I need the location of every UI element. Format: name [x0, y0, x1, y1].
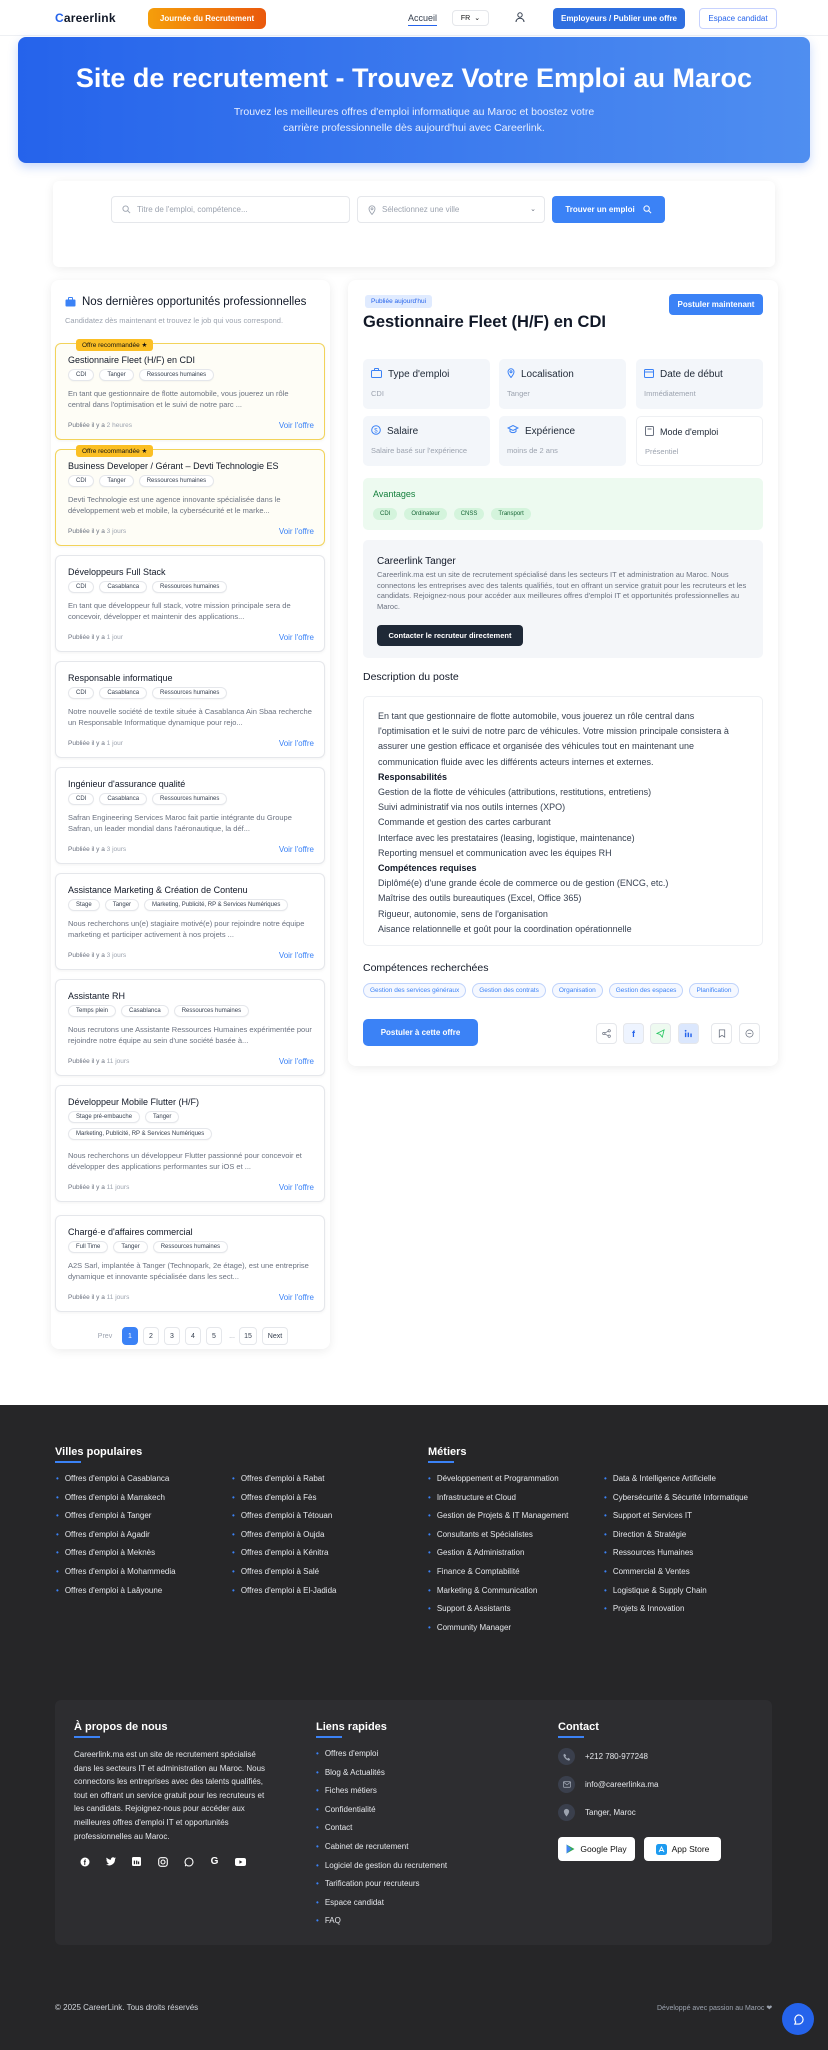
published-time: 1 jour: [106, 740, 123, 747]
phone-icon: [558, 1748, 575, 1765]
footer-link[interactable]: • Offres d'emploi à Kénitra: [232, 1548, 328, 1557]
user-icon[interactable]: [514, 11, 526, 23]
google-play-button[interactable]: [558, 1837, 635, 1861]
recruitment-day-button[interactable]: Journée du Recrutement: [148, 8, 266, 29]
description-line: Rigueur, autonomie, sens de l'organisation: [378, 908, 548, 919]
description-line: Interface avec les prestataires (leasing, logistique, maintenance): [378, 832, 635, 843]
find-job-label: Trouver un emploi: [565, 205, 635, 214]
job-card[interactable]: [55, 1215, 325, 1312]
page-button[interactable]: 4: [185, 1327, 201, 1345]
footer-link[interactable]: • Support et Services IT: [604, 1511, 692, 1520]
about-title: À propos de nous: [74, 1721, 168, 1733]
job-list-title-text: Nos dernières opportunités professionnelles: [82, 296, 307, 308]
footer-link[interactable]: • Offres d'emploi à Casablanca: [56, 1474, 169, 1483]
hero-title: Site de recrutement - Trouvez Votre Emploi au Maroc: [75, 63, 753, 93]
advantage-tag: CNSS: [454, 508, 485, 520]
page-button[interactable]: 1: [122, 1327, 138, 1345]
job-info-box: [363, 359, 490, 409]
briefcase-icon: [371, 368, 382, 381]
footer-link[interactable]: • Espace candidat: [316, 1898, 384, 1907]
published-prefix: Publiée il y a: [68, 1184, 105, 1191]
footer-link[interactable]: • Développement et Programmation: [428, 1474, 559, 1483]
info-label-row: [507, 425, 575, 437]
skills-title: Compétences recherchées: [363, 962, 489, 974]
description-line: Reporting mensuel et communication avec les équipes RH: [378, 847, 612, 858]
twitter-icon[interactable]: [104, 1855, 117, 1868]
job-info-box: [499, 416, 626, 466]
job-card-tags: [68, 1111, 308, 1140]
published-time: 3 jours: [106, 528, 127, 535]
view-offer-link[interactable]: Voir l'offre: [278, 739, 314, 748]
page-button: ...: [229, 1332, 235, 1340]
job-card-published: [68, 952, 126, 959]
job-title-search-input[interactable]: [111, 196, 350, 223]
job-tag: Ressources humaines: [152, 793, 227, 805]
job-list-title: [65, 296, 306, 308]
share-icon[interactable]: [596, 1023, 617, 1044]
job-card-published: [68, 528, 126, 535]
job-tag: CDI: [68, 369, 94, 381]
job-tag: CDI: [68, 687, 94, 699]
location-pin-icon: [368, 205, 376, 215]
facebook-icon[interactable]: f: [623, 1023, 644, 1044]
published-prefix: Publiée il y a: [68, 634, 105, 641]
hero-subtitle: Trouvez les meilleures offres d'emploi informatique au Maroc et boostez votre carrière professionnelle dès aujourd'hui avec Careerlink.: [233, 106, 595, 134]
description-line: communication fluide avec les différents acteurs internes et externes.: [378, 756, 654, 767]
linkedin-icon[interactable]: [130, 1855, 143, 1868]
published-prefix: Publiée il y a: [68, 528, 105, 535]
job-card-title: Développeur Mobile Flutter (H/F): [68, 1097, 200, 1107]
skill-tag: Gestion des services généraux: [363, 983, 466, 998]
job-card-published: [68, 634, 123, 641]
job-card-tags: [68, 687, 308, 699]
job-info-box: [636, 416, 763, 466]
employer-publish-button[interactable]: Employeurs / Publier une offre: [553, 8, 685, 29]
page-button[interactable]: 5: [206, 1327, 222, 1345]
job-card-published: [68, 1058, 129, 1065]
job-card-title: Assistance Marketing & Création de Contenu: [68, 885, 248, 895]
company-name: Careerlink Tanger: [377, 556, 456, 567]
description-subheading: Compétences requises: [378, 863, 477, 873]
svg-text:f: f: [83, 1859, 86, 1867]
info-label-row: [371, 368, 449, 381]
job-card-tags: [68, 475, 308, 487]
job-card-title: Développeurs Full Stack: [68, 567, 166, 577]
published-time: 3 jours: [106, 846, 127, 853]
job-tag: Ressources humaines: [152, 581, 227, 593]
job-card-title: Responsable informatique: [68, 673, 173, 683]
search-panel: [53, 181, 775, 267]
footer-link[interactable]: • FAQ: [316, 1916, 341, 1925]
contact-title: Contact: [558, 1721, 599, 1733]
footer-link[interactable]: • Offres d'emploi à El-Jadida: [232, 1586, 336, 1595]
job-title-placeholder: Titre de l'emploi, compétence...: [137, 205, 248, 214]
info-label: Mode d'emploi: [660, 427, 719, 437]
instagram-icon[interactable]: [156, 1855, 169, 1868]
description-line: assurer une gestion efficace et organisée des véhicules tout en maintenant une: [378, 741, 695, 752]
advantages-box: [363, 478, 763, 530]
job-tag: Ressources humaines: [139, 475, 214, 487]
job-tag: Ressources humaines: [153, 1241, 228, 1253]
view-offer-link[interactable]: Voir l'offre: [278, 421, 314, 430]
app-store-label: App Store: [671, 1844, 710, 1854]
contact-email[interactable]: [558, 1776, 658, 1793]
job-tag: Tanger: [113, 1241, 147, 1253]
footer-link[interactable]: • Commercial & Ventes: [604, 1567, 690, 1576]
job-tag: Tanger: [99, 475, 133, 487]
job-card-published: [68, 740, 123, 747]
skill-tag: Organisation: [552, 983, 603, 998]
nav-home-link[interactable]: Accueil: [408, 13, 437, 26]
published-time: 11 jours: [106, 1294, 130, 1301]
footer-link[interactable]: • Offres d'emploi à Meknès: [56, 1548, 155, 1557]
apply-now-button[interactable]: Postuler maintenant: [669, 294, 763, 315]
city-select[interactable]: [357, 196, 545, 223]
job-card-title: Chargé·e d'affaires commercial: [68, 1227, 193, 1237]
apply-offer-button[interactable]: Postuler à cette offre: [363, 1019, 478, 1046]
job-tag: Temps plein: [68, 1005, 116, 1017]
info-value: moins de 2 ans: [507, 446, 558, 455]
info-value: Présentiel: [645, 447, 679, 456]
job-info-box: [499, 359, 626, 409]
job-card-published: [68, 846, 126, 853]
job-tag: Full Time: [68, 1241, 108, 1253]
job-tag: Ressources humaines: [152, 687, 227, 699]
description-line: En tant que gestionnaire de flotte automobile, vous jouerez un rôle central dans: [378, 711, 695, 721]
job-card[interactable]: [55, 555, 325, 652]
published-prefix: Publiée il y a: [68, 1294, 105, 1301]
description-line: Gestion de la flotte de véhicules (attributions, restitutions, entretiens): [378, 787, 652, 797]
job-tag: CDI: [68, 793, 94, 805]
footer-link[interactable]: • Offres d'emploi à Fès: [232, 1493, 316, 1502]
app-store-icon: [656, 1844, 667, 1855]
linkedin-icon[interactable]: [678, 1023, 699, 1044]
footer-link[interactable]: • Infrastructure et Cloud: [428, 1493, 516, 1502]
job-card-title: Assistante RH: [68, 991, 126, 1001]
description-box: [363, 696, 763, 946]
job-card-description: Nous recrutons une Assistante Ressources Humaines expérimentée pour rejoindre notre équipe au sein d'une société basée à...: [68, 1025, 312, 1045]
address-text: Tanger, Maroc: [585, 1808, 636, 1817]
footer-link[interactable]: • Ressources Humaines: [604, 1548, 693, 1557]
prev-page-button[interactable]: Prev: [97, 1332, 113, 1340]
job-card-published: [68, 1184, 129, 1191]
job-tag: Tanger: [105, 899, 139, 911]
footer-link[interactable]: • Logiciel de gestion du recrutement: [316, 1861, 447, 1870]
advantages-title: Avantages: [373, 489, 416, 499]
published-time: 11 jours: [106, 1058, 130, 1065]
footer-link[interactable]: • Contact: [316, 1823, 352, 1832]
job-card[interactable]: [55, 343, 325, 440]
job-tag: Marketing, Publicité, RP & Services Numériques: [144, 899, 288, 911]
job-card-description: A2S Sarl, implantée à Tanger (Technopark, 2e étage), est une entreprise dynamique et innovante spécialisée dans les sect...: [68, 1261, 309, 1281]
published-time: 1 jour: [106, 634, 123, 641]
job-card-published: [68, 422, 132, 429]
description-line: Maîtrise des outils bureautiques (Excel, Office 365): [378, 893, 582, 904]
search-icon: [643, 205, 652, 214]
view-offer-link[interactable]: Voir l'offre: [278, 951, 314, 960]
view-offer-link[interactable]: Voir l'offre: [278, 1293, 314, 1302]
info-label-row: [644, 368, 723, 381]
info-label-row: [371, 425, 418, 438]
published-prefix: Publiée il y a: [68, 740, 105, 747]
info-value: Immédiatement: [644, 389, 696, 398]
job-card-title: Ingénieur d'assurance qualité: [68, 779, 186, 789]
footer-link[interactable]: • Logistique & Supply Chain: [604, 1586, 707, 1595]
job-tag: Tanger: [145, 1111, 179, 1123]
job-tag: Ressources humaines: [174, 1005, 249, 1017]
published-prefix: Publiée il y a: [68, 422, 105, 429]
location-pin-icon: [558, 1804, 575, 1821]
footer-link[interactable]: • Cabinet de recrutement: [316, 1842, 408, 1851]
job-card[interactable]: [55, 661, 325, 758]
youtube-icon[interactable]: [234, 1855, 247, 1868]
logo[interactable]: Careerlink: [55, 11, 116, 25]
view-offer-link[interactable]: Voir l'offre: [278, 845, 314, 854]
info-label: Salaire: [387, 426, 419, 437]
job-card[interactable]: [55, 767, 325, 864]
search-icon: [122, 205, 131, 214]
info-label: Expérience: [525, 425, 576, 437]
published-time: 2 heures: [106, 422, 132, 429]
job-card-description: En tant que développeur full stack, votre mission principale sera de concevoir, développer et maintenir des applications...: [68, 601, 291, 621]
skills-tags: [363, 983, 739, 998]
quick-links-title: Liens rapides: [316, 1721, 387, 1733]
footer-link[interactable]: • Offres d'emploi à Marrakech: [56, 1493, 165, 1502]
job-card[interactable]: [55, 449, 325, 546]
copyright: © 2025 CareerLink. Tous droits réservés: [55, 2003, 199, 2012]
job-card-tags: [68, 581, 308, 593]
footer-link[interactable]: • Tarification pour recruteurs: [316, 1879, 420, 1888]
advantage-tag: Transport: [491, 508, 530, 520]
language-value: FR: [460, 14, 471, 22]
jobs-categories-title: Métiers: [428, 1446, 467, 1458]
recommended-badge: Offre recommandée ★: [76, 339, 153, 351]
job-card-title: Gestionnaire Fleet (H/F) en CDI: [68, 355, 196, 365]
google-play-label: Google Play: [580, 1844, 627, 1854]
description-line: Suivi administratif via nos outils internes (XPO): [378, 802, 566, 813]
report-icon[interactable]: [739, 1023, 760, 1044]
building-icon: [645, 426, 654, 438]
contact-recruiter-button[interactable]: Contacter le recruteur directement: [377, 625, 523, 646]
description-line: Aisance relationnelle et goût pour la coordination opérationnelle: [378, 923, 632, 934]
contact-phone[interactable]: [558, 1748, 648, 1765]
chevron-down-icon: ⌄: [474, 15, 481, 22]
skill-tag: Planification: [689, 983, 738, 998]
location-pin-icon: [507, 368, 515, 381]
job-card[interactable]: [55, 1085, 325, 1202]
description-line: l'optimisation et le suivi de notre parc de véhicules. Votre mission principale consistera à: [378, 726, 729, 737]
job-info-box: [636, 359, 763, 409]
candidate-space-button[interactable]: Espace candidat: [699, 8, 777, 29]
page-button[interactable]: 2: [143, 1327, 159, 1345]
info-value: Tanger: [507, 389, 530, 398]
published-prefix: Publiée il y a: [68, 952, 105, 959]
advantages-tags: [373, 508, 531, 520]
footer-link[interactable]: • Offres d'emploi à Rabat: [232, 1474, 324, 1483]
published-prefix: Publiée il y a: [68, 1058, 105, 1065]
find-job-button[interactable]: [552, 196, 665, 223]
company-box: [363, 540, 763, 658]
job-card-description: Safran Engineering Services Maroc fait partie intégrante du Groupe Safran, un leader mondial dans l'aéronautique, la déf...: [68, 813, 292, 833]
about-text: Careerlink.ma est un site de recrutement spécialisé dans les secteurs IT et administration au Maroc. Nous connectons les entreprises avec des talents qualifiés, tout en offrant un service gratuit pour les recruteurs et les candidats. Rejoignez-nous pour accéder aux meilleures offres d'emploi IT et opportunités professionnelles au Maroc.: [74, 1750, 266, 1841]
job-card-description: Nous recherchons un développeur Flutter passionné pour concevoir et développer des applications performantes sur iOS et ...: [68, 1151, 302, 1171]
published-prefix: Publiée il y a: [68, 846, 105, 853]
footer-link[interactable]: • Support & Assistants: [428, 1604, 511, 1613]
job-card-tags: [68, 369, 308, 381]
facebook-icon[interactable]: [78, 1855, 91, 1868]
info-value: CDI: [371, 389, 384, 398]
info-label-row: [507, 368, 574, 381]
job-card[interactable]: [55, 873, 325, 970]
calendar-icon: [644, 368, 654, 381]
popular-cities-title: Villes populaires: [55, 1446, 143, 1458]
footer-link[interactable]: • Marketing & Communication: [428, 1586, 537, 1595]
developed-by: Développé avec passion au Maroc ❤: [657, 2005, 773, 2012]
footer-link[interactable]: • Offres d'emploi à Mohammedia: [56, 1567, 176, 1576]
footer-link[interactable]: • Offres d'emploi à Laâyoune: [56, 1586, 162, 1595]
job-card-description: Nous recherchons un(e) stagiaire motivé(e) pour rejoindre notre équipe marketing et participer activement à nos projets ...: [68, 919, 305, 939]
job-card-tags: [68, 793, 308, 805]
next-page-button[interactable]: Next: [262, 1327, 288, 1345]
job-list-subtitle: Candidatez dès maintenant et trouvez le job qui vous correspond.: [65, 316, 284, 325]
chat-icon: [793, 2014, 804, 2025]
top-navbar: [0, 0, 828, 36]
job-card-tags: [68, 1005, 308, 1017]
job-tag: Tanger: [99, 369, 133, 381]
page-button[interactable]: 3: [164, 1327, 180, 1345]
description-title: Description du poste: [363, 671, 459, 683]
email-address: info@careerlinka.ma: [585, 1780, 659, 1789]
skill-tag: Gestion des espaces: [609, 983, 684, 998]
footer-link[interactable]: • Data & Intelligence Artificielle: [604, 1474, 716, 1483]
job-card-tags: [68, 1241, 308, 1253]
chevron-down-icon: ⌄: [530, 206, 536, 213]
footer-link[interactable]: • Direction & Stratégie: [604, 1530, 686, 1539]
company-description: Careerlink.ma est un site de recrutement spécialisé dans les secteurs IT et administration au Maroc. Nous connectons les entreprises avec des talents qualifiés, tout en offrant un service gratuit pour les recruteurs et les candidats. Rejoignez-nous pour accéder aux meilleures offres d'emploi IT et opportunités professionnelles au Maroc.: [377, 570, 747, 611]
email-icon: [558, 1776, 575, 1793]
job-card-description: En tant que gestionnaire de flotte automobile, vous jouerez un rôle central dans l'optimisation et le suivi de notre parc ...: [68, 389, 289, 409]
footer-link[interactable]: • Gestion & Administration: [428, 1548, 524, 1557]
job-card[interactable]: [55, 979, 325, 1076]
hero-banner: [18, 37, 810, 163]
graduation-cap-icon: [507, 425, 519, 437]
published-badge: Publiée aujourd'hui: [365, 295, 432, 308]
app-store-button[interactable]: [644, 1837, 721, 1861]
published-time: 11 jours: [106, 1184, 130, 1191]
view-offer-link[interactable]: Voir l'offre: [278, 1183, 314, 1192]
job-card-description: Devti Technologie est une agence innovante spécialisée dans le développement web et mobile, la cybersécurité et le marke...: [68, 495, 281, 515]
bookmark-icon[interactable]: [711, 1023, 732, 1044]
job-tag: Stage: [68, 899, 100, 911]
whatsapp-icon[interactable]: [182, 1855, 195, 1868]
telegram-icon[interactable]: [650, 1023, 671, 1044]
job-tag: Ressources humaines: [139, 369, 214, 381]
view-offer-link[interactable]: Voir l'offre: [278, 633, 314, 642]
city-placeholder: Sélectionnez une ville: [382, 205, 460, 214]
footer-link[interactable]: • Community Manager: [428, 1623, 511, 1632]
phone-number: +212 780-977248: [585, 1752, 648, 1761]
svg-text:$: $: [374, 428, 378, 435]
language-select[interactable]: [452, 10, 489, 26]
description-subheading: Responsabilités: [378, 771, 448, 782]
job-tag: Casablanca: [99, 687, 147, 699]
published-time: 3 jours: [106, 952, 127, 959]
job-tag: Stage pré-embauche: [68, 1111, 140, 1123]
info-value: Salaire basé sur l'expérience: [371, 446, 468, 455]
footer-link[interactable]: • Confidentialité: [316, 1805, 376, 1814]
recommended-badge: Offre recommandée ★: [76, 445, 153, 457]
description-line: Diplômé(e) d'une grande école de commerce ou de gestion (ENCG, etc.): [378, 878, 669, 889]
job-info-box: [363, 416, 490, 466]
info-label-row: [645, 426, 718, 438]
footer-link[interactable]: • Offres d'emploi à Oujda: [232, 1530, 324, 1539]
contact-address: [558, 1804, 636, 1821]
job-card-tags: [68, 899, 308, 911]
footer-link[interactable]: • Offres d'emploi à Salé: [232, 1567, 319, 1576]
footer-link[interactable]: • Cybersécurité & Sécurité Informatique: [604, 1493, 748, 1502]
footer-link[interactable]: • Gestion de Projets & IT Management: [428, 1511, 568, 1520]
page-button[interactable]: 15: [239, 1327, 257, 1345]
footer-link[interactable]: • Blog & Actualités: [316, 1768, 385, 1777]
job-tag: Casablanca: [121, 1005, 169, 1017]
dollar-icon: [371, 425, 381, 438]
footer-link[interactable]: • Fiches métiers: [316, 1786, 377, 1795]
advantage-tag: CDI: [373, 508, 397, 520]
job-tag: CDI: [68, 581, 94, 593]
job-card-title: Business Developer / Gérant – Devti Technologie ES: [68, 461, 279, 471]
google-icon[interactable]: G: [210, 1856, 219, 1867]
view-offer-link[interactable]: Voir l'offre: [278, 527, 314, 536]
footer-link[interactable]: • Offres d'emploi: [316, 1749, 378, 1758]
job-tag: Casablanca: [99, 793, 147, 805]
info-label: Localisation: [521, 369, 574, 380]
advantage-tag: Ordinateur: [404, 508, 446, 520]
footer-link[interactable]: • Projets & Innovation: [604, 1604, 684, 1613]
view-offer-link[interactable]: Voir l'offre: [278, 1057, 314, 1066]
footer-link[interactable]: • Offres d'emploi à Agadir: [56, 1530, 150, 1539]
job-tag: CDI: [68, 475, 94, 487]
footer-link[interactable]: • Finance & Comptabilité: [428, 1567, 520, 1576]
job-detail-title: Gestionnaire Fleet (H/F) en CDI: [363, 313, 606, 331]
description-line: Commande et gestion des cartes carburant: [378, 817, 551, 828]
chat-button[interactable]: [782, 2003, 814, 2035]
footer-link[interactable]: • Offres d'emploi à Tanger: [56, 1511, 151, 1520]
briefcase-icon: [65, 297, 76, 307]
google-play-icon: [566, 1844, 575, 1854]
skill-tag: Gestion des contrats: [472, 983, 546, 998]
job-tag: Marketing, Publicité, RP & Services Numériques: [68, 1128, 212, 1140]
job-tag: Casablanca: [99, 581, 147, 593]
footer-link[interactable]: • Offres d'emploi à Tétouan: [232, 1511, 332, 1520]
job-card-published: [68, 1294, 129, 1301]
footer-link[interactable]: • Consultants et Spécialistes: [428, 1530, 533, 1539]
info-label: Type d'emploi: [388, 369, 450, 380]
job-card-description: Notre nouvelle société de textile située à Casablanca Ain Sbaa recherche un Responsable Informatique dynamique pour rejo...: [68, 707, 312, 727]
info-label: Date de début: [660, 369, 723, 380]
